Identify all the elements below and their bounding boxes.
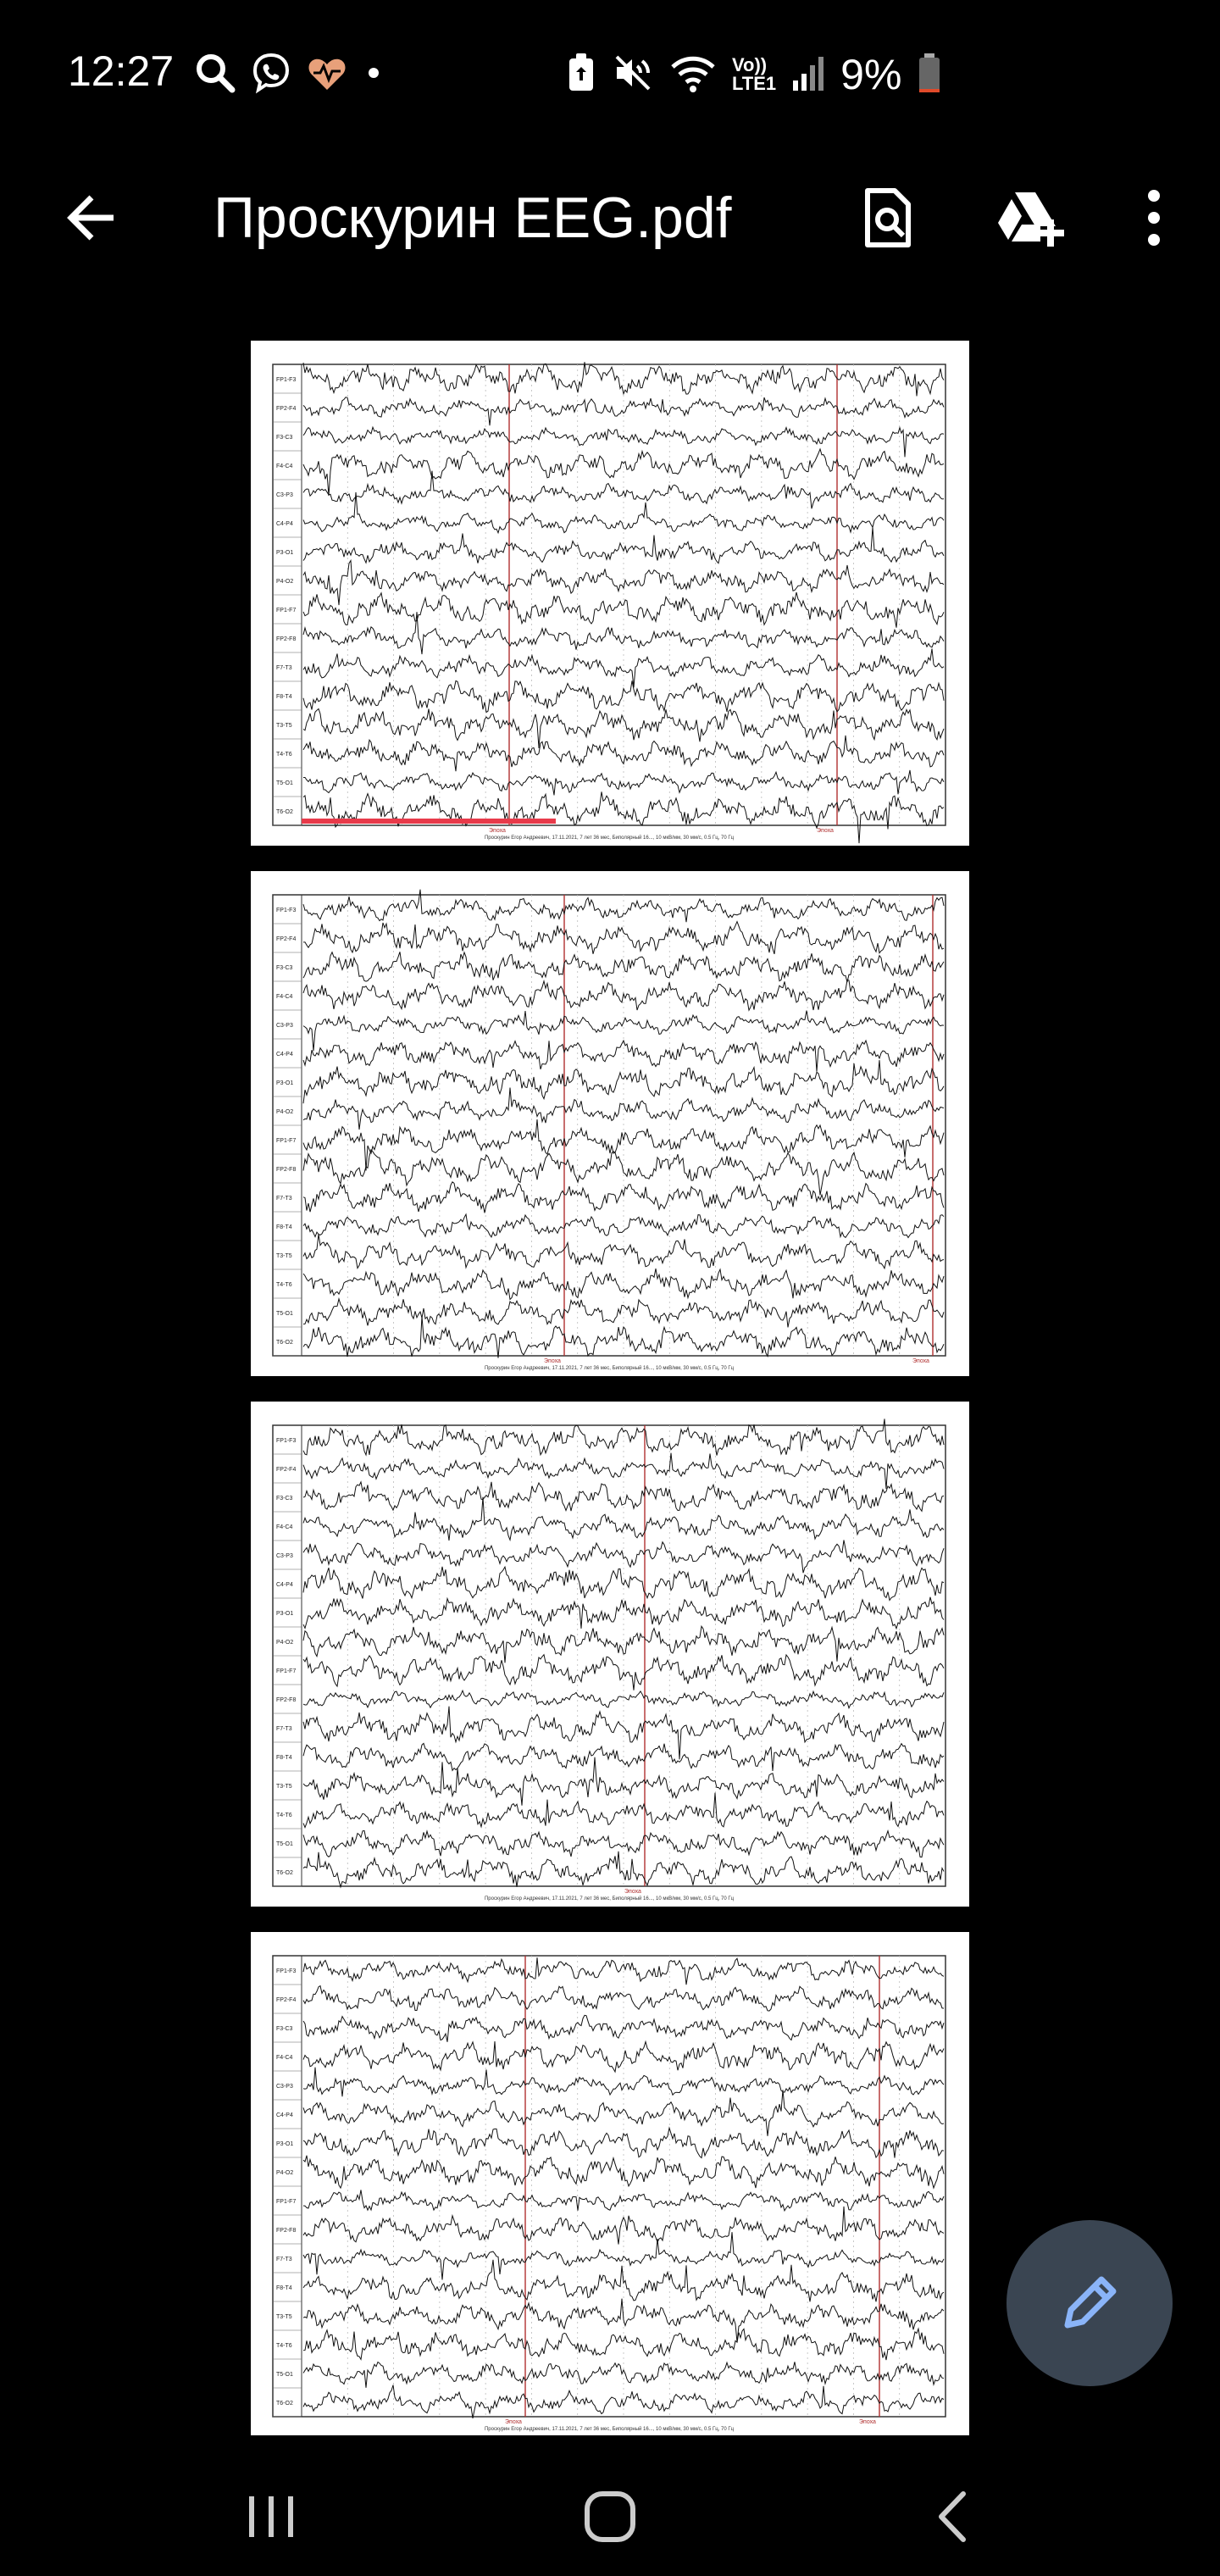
channel-label: T3-T5 xyxy=(276,723,292,729)
channel-label: F3-C3 xyxy=(276,2026,293,2032)
channel-label: T4-T6 xyxy=(276,1282,292,1288)
page-footer-text: Проскурин Егор Андреевич, 17.11.2021, 7 лет 36 мес, Биполярный 16..., 10 мкВ/мм, 30 мм/с, 0.5 Гц, 70 Гц xyxy=(484,1896,735,1901)
status-right-icons xyxy=(566,49,942,100)
channel-label: FP1-F7 xyxy=(276,608,297,613)
channel-label: FP1-F7 xyxy=(276,1668,297,1674)
channel-label: C3-P3 xyxy=(276,492,293,498)
more-vert-icon xyxy=(1144,187,1164,248)
channel-label: T6-O2 xyxy=(276,2401,293,2407)
channel-label: C3-P3 xyxy=(276,1553,293,1559)
selection-highlight xyxy=(302,819,556,824)
home-button[interactable] xyxy=(559,2474,661,2559)
channel-label: T3-T5 xyxy=(276,1784,292,1790)
eeg-frame xyxy=(273,895,946,1356)
volte-label-top: Vo)) xyxy=(732,54,768,75)
channel-label: FP1-F3 xyxy=(276,1438,297,1444)
epoch-marker-label: Эпоха xyxy=(912,1358,929,1364)
channel-label: F7-T3 xyxy=(276,2257,292,2262)
channel-label: F3-C3 xyxy=(276,965,293,971)
find-in-page-icon xyxy=(861,187,915,248)
eeg-frame xyxy=(273,1425,946,1886)
channel-label: T5-O1 xyxy=(276,2372,293,2378)
channel-label: F7-T3 xyxy=(276,665,292,671)
channel-label: P3-O1 xyxy=(276,1611,294,1617)
channel-label: P3-O1 xyxy=(276,550,294,556)
channel-label: T5-O1 xyxy=(276,780,293,786)
recent-apps-button[interactable] xyxy=(220,2474,322,2559)
volte-icon xyxy=(732,56,776,93)
back-nav-button[interactable] xyxy=(901,2474,1003,2559)
channel-label: C4-P4 xyxy=(276,2112,293,2118)
status-bar xyxy=(0,0,1220,148)
channel-label: C4-P4 xyxy=(276,521,293,527)
channel-label: FP2-F8 xyxy=(276,1167,297,1173)
channel-label: T4-T6 xyxy=(276,1813,292,1818)
channel-label: T3-T5 xyxy=(276,2314,292,2320)
epoch-marker-label: Эпоха xyxy=(624,1889,641,1895)
mute-icon xyxy=(612,52,654,98)
channel-label: FP2-F4 xyxy=(276,1467,297,1473)
epoch-marker-label: Эпоха xyxy=(505,2419,522,2425)
channel-label: FP1-F3 xyxy=(276,377,297,383)
recent-apps-icon xyxy=(244,2491,298,2542)
channel-label: T6-O2 xyxy=(276,1870,293,1876)
channel-label: T4-T6 xyxy=(276,752,292,758)
page-footer-text: Проскурин Егор Андреевич, 17.11.2021, 7 лет 36 мес, Биполярный 16..., 10 мкВ/мм, 30 мм/с, 0.5 Гц, 70 Гц xyxy=(484,836,735,841)
channel-label: FP2-F8 xyxy=(276,2228,297,2234)
channel-label: F4-C4 xyxy=(276,994,293,1000)
page-footer-text: Проскурин Егор Андреевич, 17.11.2021, 7 лет 36 мес, Биполярный 16..., 10 мкВ/мм, 30 мм/с, 0.5 Гц, 70 Гц xyxy=(484,1366,735,1371)
channel-label: F8-T4 xyxy=(276,1755,292,1761)
channel-label: C4-P4 xyxy=(276,1582,293,1588)
edit-pencil-icon xyxy=(1056,2269,1123,2337)
channel-label: T3-T5 xyxy=(276,1253,292,1259)
pdf-page-3[interactable] xyxy=(251,1402,969,1907)
channel-label: T5-O1 xyxy=(276,1841,293,1847)
drive-add-icon xyxy=(996,187,1068,248)
more-options-button[interactable] xyxy=(1112,175,1196,260)
add-to-drive-button[interactable] xyxy=(990,175,1074,260)
channel-label: C3-P3 xyxy=(276,1023,293,1029)
channel-label: FP2-F4 xyxy=(276,406,297,412)
status-time: 12:27 xyxy=(68,47,175,95)
channel-label: F7-T3 xyxy=(276,1196,292,1202)
channel-label: FP1-F7 xyxy=(276,2199,297,2205)
pdf-page-1[interactable] xyxy=(251,341,969,846)
channel-label: F8-T4 xyxy=(276,694,292,700)
find-in-page-button[interactable] xyxy=(846,175,930,260)
wifi-icon xyxy=(669,52,717,98)
epoch-marker-label: Эпоха xyxy=(859,2419,876,2425)
channel-label: FP2-F4 xyxy=(276,1997,297,2003)
dot-icon xyxy=(361,51,386,99)
channel-label: FP2-F8 xyxy=(276,636,297,642)
app-bar xyxy=(0,148,1220,284)
edit-fab-button[interactable] xyxy=(1006,2220,1173,2386)
channel-label: F7-T3 xyxy=(276,1726,292,1732)
channel-label: P3-O1 xyxy=(276,2141,294,2147)
battery-percent: 9% xyxy=(840,51,902,98)
channel-label: F3-C3 xyxy=(276,435,293,441)
battery-icon xyxy=(917,52,942,98)
channel-label: FP1-F3 xyxy=(276,1968,297,1974)
channel-label: T5-O1 xyxy=(276,1311,293,1317)
volte-label-bottom: LTE1 xyxy=(732,73,777,94)
home-icon xyxy=(580,2487,640,2546)
eeg-frame xyxy=(273,1956,946,2417)
channel-label: F8-T4 xyxy=(276,1224,292,1230)
channel-label: T6-O2 xyxy=(276,809,293,815)
channel-label: P4-O2 xyxy=(276,579,294,585)
pdf-page-2[interactable] xyxy=(251,871,969,1376)
epoch-marker-label: Эпоха xyxy=(489,828,506,834)
channel-label: P4-O2 xyxy=(276,1640,294,1646)
channel-label: P3-O1 xyxy=(276,1080,294,1086)
channel-label: T6-O2 xyxy=(276,1340,293,1346)
channel-label: F4-C4 xyxy=(276,464,293,469)
search-icon xyxy=(193,51,237,99)
channel-label: F4-C4 xyxy=(276,1524,293,1530)
epoch-marker-label: Эпоха xyxy=(544,1358,561,1364)
navigation-bar xyxy=(0,2457,1220,2576)
channel-label: T4-T6 xyxy=(276,2343,292,2349)
back-button[interactable] xyxy=(49,175,134,260)
page-footer-text: Проскурин Егор Андреевич, 17.11.2021, 7 лет 36 мес, Биполярный 16..., 10 мкВ/мм, 30 мм/с, 0.5 Гц, 70 Гц xyxy=(484,2427,735,2432)
back-nav-icon xyxy=(931,2487,973,2546)
status-left-icons xyxy=(193,49,386,100)
channel-label: FP2-F4 xyxy=(276,936,297,942)
channel-label: P4-O2 xyxy=(276,1109,294,1115)
channel-label: C3-P3 xyxy=(276,2084,293,2090)
channel-label: FP2-F8 xyxy=(276,1697,297,1703)
channel-label: F4-C4 xyxy=(276,2055,293,2061)
arrow-back-icon xyxy=(64,191,119,245)
channel-label: F8-T4 xyxy=(276,2285,292,2291)
health-heart-icon xyxy=(305,51,349,99)
channel-label: P4-O2 xyxy=(276,2170,294,2176)
channel-label: F3-C3 xyxy=(276,1496,293,1502)
signal-icon xyxy=(791,52,825,98)
channel-label: FP1-F7 xyxy=(276,1138,297,1144)
viber-icon xyxy=(249,51,293,99)
document-title: Проскурин EEG.pdf xyxy=(214,186,732,250)
epoch-marker-label: Эпоха xyxy=(817,828,834,834)
channel-label: C4-P4 xyxy=(276,1052,293,1058)
pdf-page-4[interactable] xyxy=(251,1932,969,2435)
battery-saver-icon xyxy=(566,52,596,98)
channel-label: FP1-F3 xyxy=(276,908,297,913)
